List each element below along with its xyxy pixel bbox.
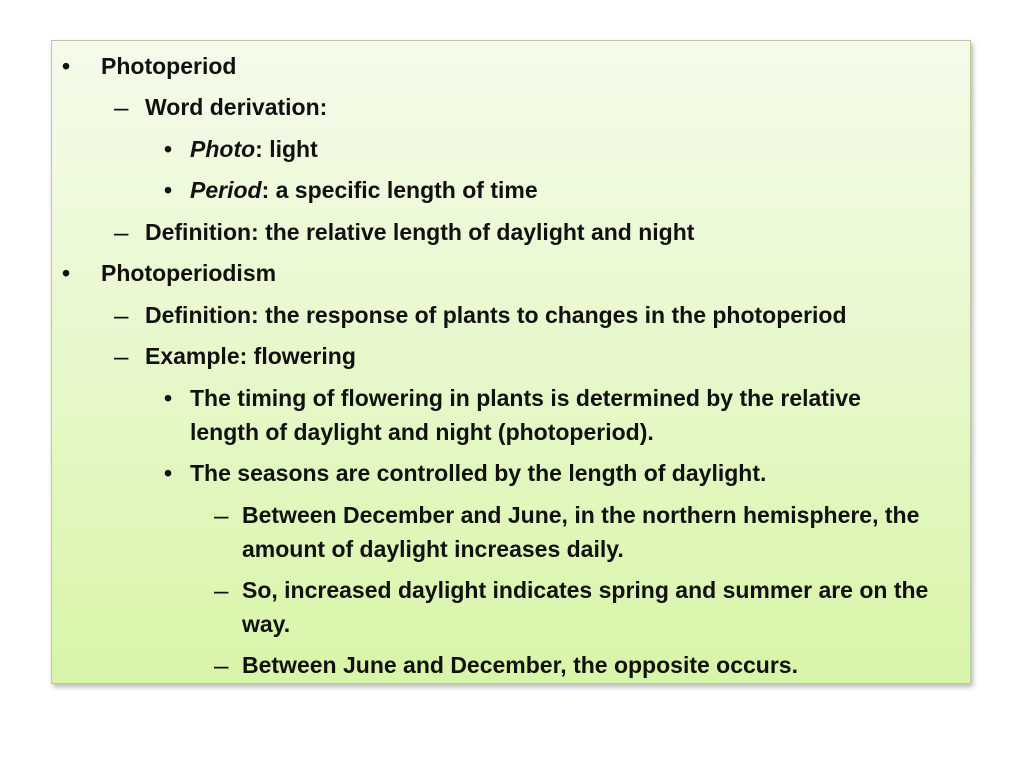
- term-photo: Photo: [190, 136, 256, 162]
- term-definition: : light: [255, 136, 318, 162]
- subbullet-june-dec: [214, 648, 798, 682]
- bullet-dash: –: [114, 341, 129, 371]
- bullet-dash: –: [114, 92, 129, 122]
- bullet-text: Photoperiodism: [101, 260, 277, 286]
- subbullet-photoperiod-definition: [114, 215, 694, 249]
- bullet-text: Between June and December, the opposite occurs.: [242, 652, 798, 678]
- bullet-text: [164, 132, 318, 166]
- bullet-text: Definition: the relative length of daylight and night: [145, 219, 695, 245]
- bullet-dot: •: [62, 260, 71, 286]
- subbullet-flowering-timing: [164, 381, 924, 449]
- bullet-text: Photoperiod: [101, 53, 237, 79]
- bullet-text: So, increased daylight indicates spring and summer are on the way.: [242, 577, 929, 637]
- subbullet-word-derivation: [114, 90, 327, 124]
- bullet-dot: •: [164, 385, 173, 411]
- bullet-photoperiod: [62, 49, 236, 83]
- bullet-text: Definition: the response of plants to changes in the photoperiod: [145, 302, 847, 328]
- bullet-text: The timing of flowering in plants is determined by the relative length of daylight and night (photoperiod).: [190, 385, 861, 445]
- subbullet-dec-june: [214, 498, 934, 566]
- subbullet-seasons: [164, 456, 766, 490]
- bullet-dash: –: [214, 650, 229, 680]
- subbullet-period: [164, 173, 538, 207]
- subbullet-photoperiodism-definition: [114, 298, 847, 332]
- bullet-dash: –: [214, 500, 229, 530]
- content-panel: [51, 40, 971, 684]
- bullet-text: Word derivation:: [145, 94, 328, 120]
- bullet-dash: –: [114, 300, 129, 330]
- bullet-dot: •: [164, 460, 173, 486]
- bullet-text: The seasons are controlled by the length of daylight.: [190, 460, 767, 486]
- term-definition: : a specific length of time: [261, 177, 538, 203]
- term-period: Period: [190, 177, 262, 203]
- subbullet-example: [114, 339, 356, 373]
- subbullet-spring-summer: [214, 573, 934, 641]
- bullet-photoperiodism: [62, 256, 276, 290]
- bullet-dash: –: [114, 217, 129, 247]
- bullet-dot: •: [164, 136, 173, 162]
- bullet-text: [164, 173, 538, 207]
- subbullet-photo: [164, 132, 318, 166]
- bullet-text: Example: flowering: [145, 343, 356, 369]
- bullet-text: Between December and June, in the northern hemisphere, the amount of daylight increases daily.: [242, 502, 920, 562]
- bullet-dot: •: [62, 53, 71, 79]
- bullet-dot: •: [164, 177, 173, 203]
- bullet-dash: –: [214, 575, 229, 605]
